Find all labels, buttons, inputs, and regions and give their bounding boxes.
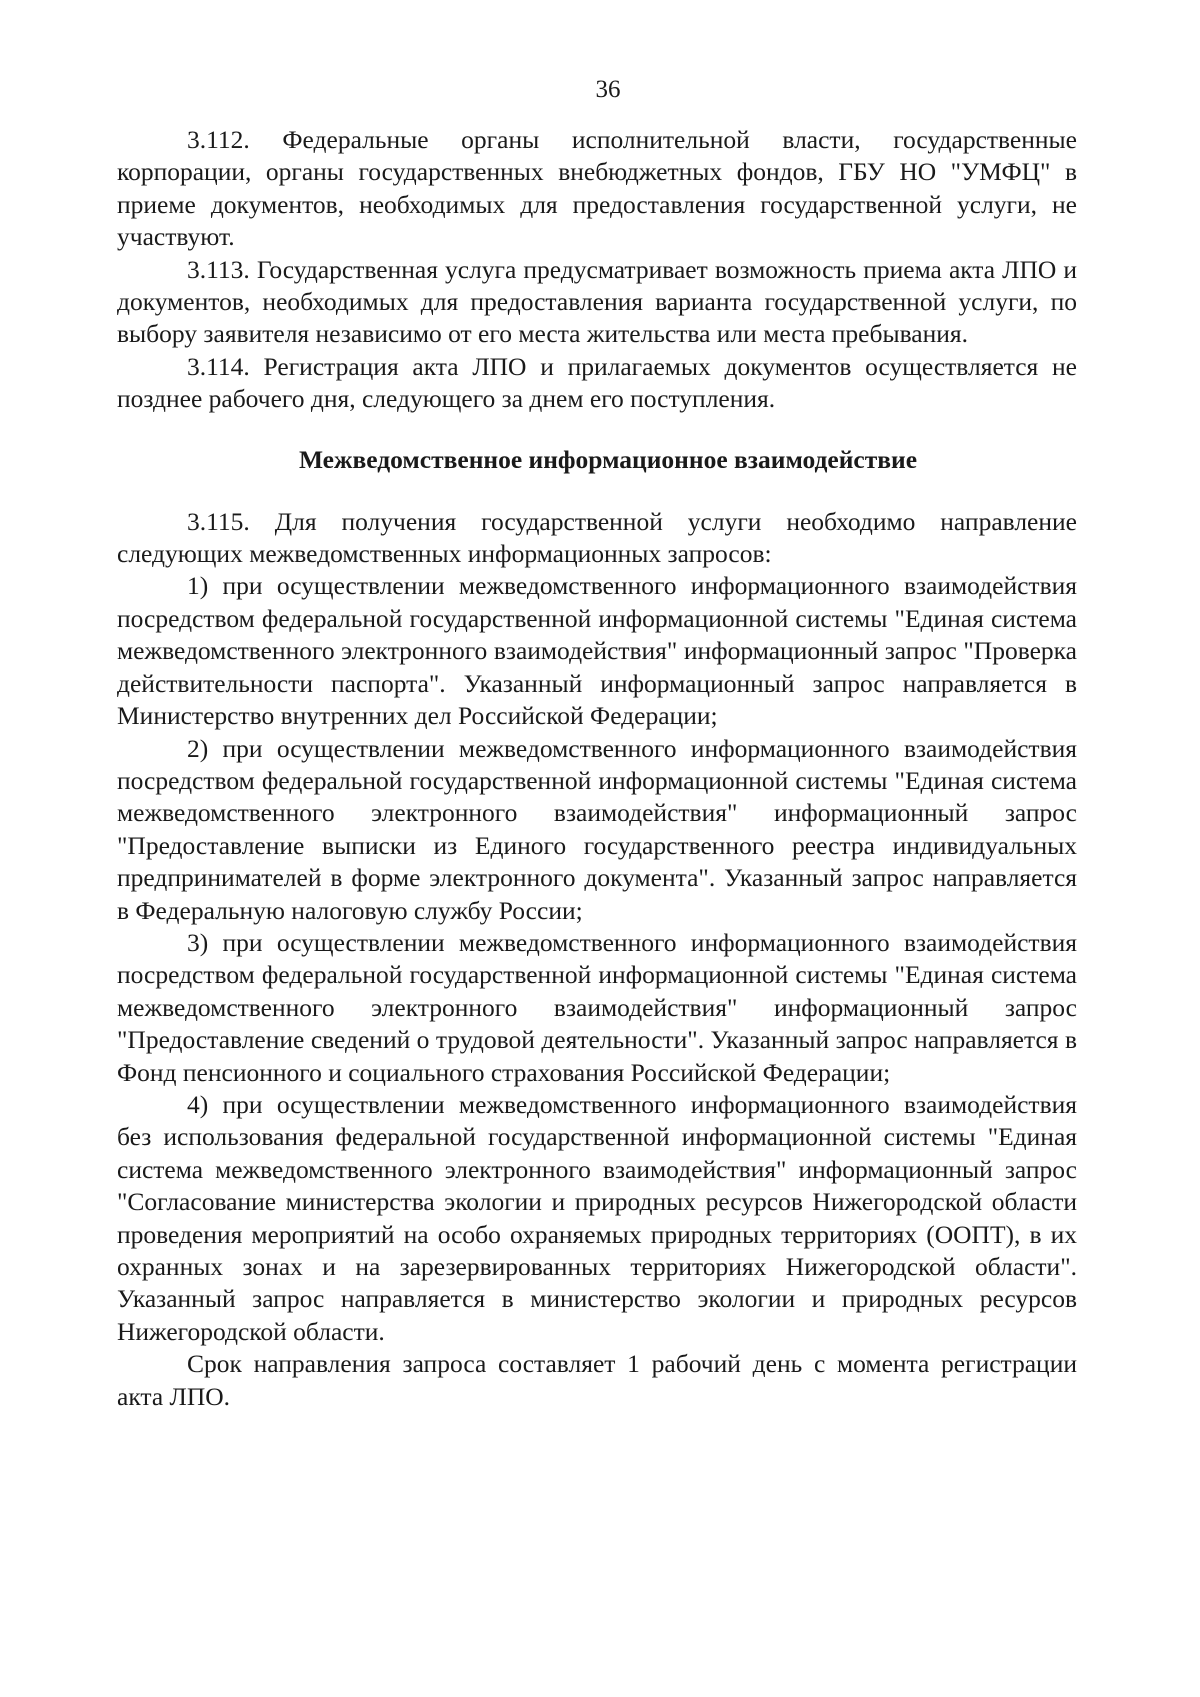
document-page bbox=[117, 74, 1077, 1413]
paragraph-3-112: 3.112. Федеральные органы исполнительной власти, государственные корпорации, органы государственных внебюджетных фондов, ГБУ НО "УМФЦ" в приеме документов, необходимых для предоставления государственной услуги, не участвуют. bbox=[117, 125, 1077, 252]
list-item-2: 2) при осуществлении межведомственного информационного взаимодействия посредством федеральной государственной информационной системы "Единая система межведомственного электронного взаимодействия" информационный запрос "Предоставление выписки из Единого государственного реестра индивидуальных предпринимателей в форме электронного документа". Указанный запрос направляется в Федеральную налоговую службу России; bbox=[117, 733, 1077, 925]
paragraph-3-114: 3.114. Регистрация акта ЛПО и прилагаемых документов осуществляется не позднее рабочего дня, следующего за днем его поступления. bbox=[117, 351, 1077, 414]
list-item-4: 4) при осуществлении межведомственного информационного взаимодействия без использования федеральной государственной информационной системы "Единая система межведомственного электронного взаимодействия" информационный запрос "Согласование министерства экологии и природных ресурсов Нижегородской области проведения мероприятий на особо охраняемых природных территориях (ООПТ), в их охранных зонах и на зарезервированных территориях Нижегородской области". Указанный запрос направляется в министерство экологии и природных ресурсов Нижегородской области. bbox=[117, 1089, 1077, 1346]
list-item-1: 1) при осуществлении межведомственного информационного взаимодействия посредством федеральной государственной информационной системы "Единая система межведомственного электронного взаимодействия" информационный запрос "Проверка действительности паспорта". Указанный информационный запрос направляется в Министерство внутренних дел Российской Федерации; bbox=[117, 571, 1077, 731]
list-item-3: 3) при осуществлении межведомственного информационного взаимодействия посредством федеральной государственной информационной системы "Единая система межведомственного электронного взаимодействия" информационный запрос "Предоставление сведений о трудовой деятельности". Указанный запрос направляется в Фонд пенсионного и социального страхования Российской Федерации; bbox=[117, 927, 1077, 1087]
paragraph-3-115: 3.115. Для получения государственной услуги необходимо направление следующих межведомственных информационных запросов: bbox=[117, 506, 1077, 569]
page-number: 36 bbox=[595, 76, 621, 103]
paragraph-request-deadline: Срок направления запроса составляет 1 рабочий день с момента регистрации акта ЛПО. bbox=[117, 1349, 1077, 1411]
paragraph-3-113: 3.113. Государственная услуга предусматривает возможность приема акта ЛПО и документов, необходимых для предоставления варианта государственной услуги, по выбору заявителя независимо от его места жительства или места пребывания. bbox=[117, 254, 1077, 349]
section-heading: Межведомственное информационное взаимодействие bbox=[298, 444, 918, 474]
